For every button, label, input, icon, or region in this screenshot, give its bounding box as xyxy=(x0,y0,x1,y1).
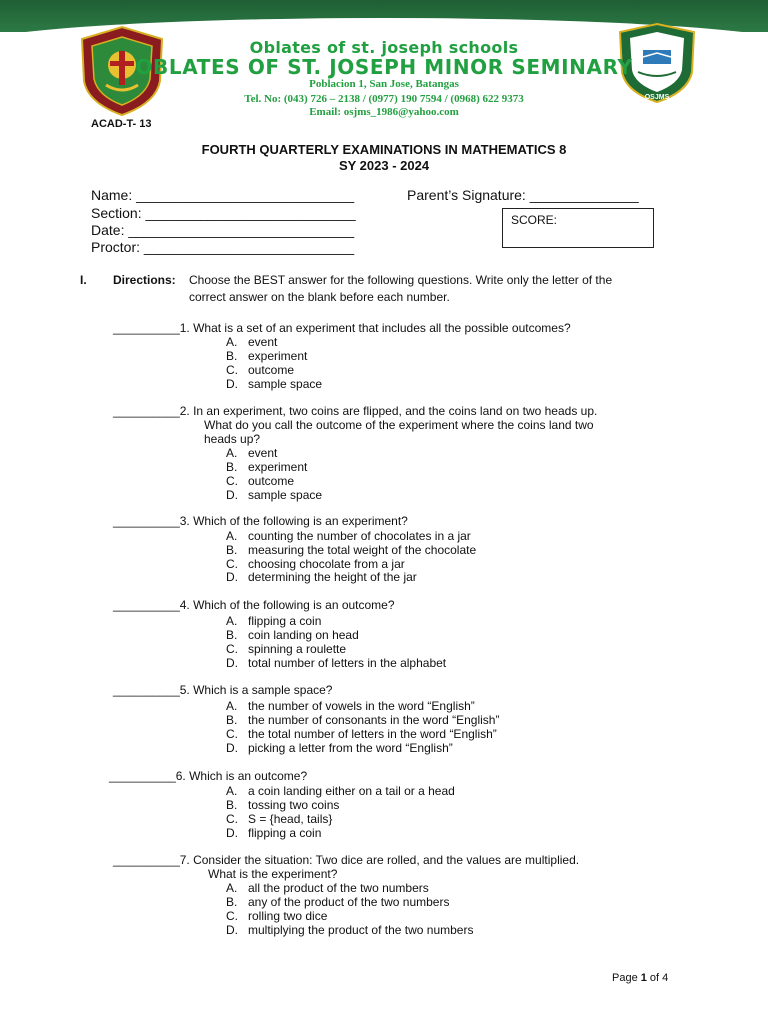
name-field[interactable]: Name: ____________________________ xyxy=(91,187,355,203)
school-name-main: OBLATES OF ST. JOSEPH MINOR SEMINARY xyxy=(135,55,633,79)
question-7-text: __________7. Consider the situation: Two dice are rolled, and the values are multiplied. xyxy=(113,853,580,867)
school-year: SY 2023 - 2024 xyxy=(338,158,430,173)
question-5-option-a[interactable]: A. the number of vowels in the word “English” xyxy=(226,699,475,713)
question-6-option-c[interactable]: C. S = {head, tails} xyxy=(226,812,333,826)
question-4-option-a[interactable]: A. flipping a coin xyxy=(226,614,322,628)
directions-line-1: Choose the BEST answer for the following questions. Write only the letter of the xyxy=(189,273,613,287)
parent-signature-field[interactable]: Parent’s Signature: ______________ xyxy=(407,187,639,203)
question-3-text: __________3. Which of the following is an experiment? xyxy=(113,514,408,528)
question-5-option-c[interactable]: C. the total number of letters in the word “English” xyxy=(226,727,497,741)
school-address: Poblacion 1, San Jose, Batangas xyxy=(309,78,459,90)
page-number: 1 xyxy=(640,972,647,984)
question-2-text-line-3: heads up? xyxy=(204,432,261,446)
score-label: SCORE: xyxy=(511,213,558,227)
question-3-option-c[interactable]: C. choosing chocolate from a jar xyxy=(226,557,405,571)
question-7-option-c[interactable]: C. rolling two dice xyxy=(226,909,328,923)
question-3-option-a[interactable]: A. counting the number of chocolates in a jar xyxy=(226,529,471,543)
directions-line-2: correct answer on the blank before each number. xyxy=(189,290,450,304)
page-footer: Page 1 of 4 xyxy=(612,972,669,984)
question-2-text-line-2: What do you call the outcome of the experiment where the coins land two xyxy=(204,418,594,432)
part-number: I. xyxy=(80,273,87,287)
question-4-option-c[interactable]: C. spinning a roulette xyxy=(226,642,347,656)
question-3-option-b[interactable]: B. measuring the total weight of the chocolate xyxy=(226,543,477,557)
question-5-option-d[interactable]: D. picking a letter from the word “English” xyxy=(226,741,453,755)
question-4-option-b[interactable]: B. coin landing on head xyxy=(226,628,359,642)
question-2-text: __________2. In an experiment, two coins are flipped, and the coins land on two heads up. xyxy=(113,404,598,418)
question-7-option-a[interactable]: A. all the product of the two numbers xyxy=(226,881,429,895)
question-2-option-c[interactable]: C. outcome xyxy=(226,474,295,488)
question-2-option-a[interactable]: A. event xyxy=(226,446,278,460)
question-6-option-b[interactable]: B. tossing two coins xyxy=(226,798,340,812)
question-4-option-d[interactable]: D. total number of letters in the alphabet xyxy=(226,656,447,670)
school-name-small: Oblates of st. joseph schools xyxy=(249,38,519,57)
score-box[interactable] xyxy=(502,208,654,248)
section-field[interactable]: Section: ___________________________ xyxy=(91,205,356,221)
question-1-text: __________1. What is a set of an experiment that includes all the possible outcomes? xyxy=(113,321,571,335)
question-6-option-a[interactable]: A. a coin landing either on a tail or a head xyxy=(226,784,455,798)
exam-title: FOURTH QUARTERLY EXAMINATIONS IN MATHEMATICS 8 xyxy=(201,142,567,157)
date-field[interactable]: Date: _____________________________ xyxy=(91,222,355,238)
question-4-text: __________4. Which of the following is an outcome? xyxy=(113,598,395,612)
school-telephone: Tel. No: (043) 726 – 2138 / (0977) 190 7594 / (0968) 622 9373 xyxy=(244,93,524,105)
document-code: ACAD-T- 13 xyxy=(91,118,152,130)
question-6-option-d[interactable]: D. flipping a coin xyxy=(226,826,322,840)
directions-label: Directions: xyxy=(113,273,176,287)
question-1-option-c[interactable]: C. outcome xyxy=(226,363,295,377)
question-5-option-b[interactable]: B. the number of consonants in the word “English” xyxy=(226,713,500,727)
question-5-text: __________5. Which is a sample space? xyxy=(113,683,333,697)
question-7-option-d[interactable]: D. multiplying the product of the two numbers xyxy=(226,923,474,937)
question-1-option-d[interactable]: D. sample space xyxy=(226,377,323,391)
question-1-option-a[interactable]: A. event xyxy=(226,335,278,349)
question-2-option-d[interactable]: D. sample space xyxy=(226,488,323,502)
question-2-option-b[interactable]: B. experiment xyxy=(226,460,308,474)
question-7-option-b[interactable]: B. any of the product of the two numbers xyxy=(226,895,450,909)
question-7-text-line-2: What is the experiment? xyxy=(208,867,338,881)
right-logo-text: OSJMS xyxy=(644,94,670,101)
proctor-field[interactable]: Proctor: ___________________________ xyxy=(91,239,355,255)
question-6-text: __________6. Which is an outcome? xyxy=(109,769,308,783)
question-3-option-d[interactable]: D. determining the height of the jar xyxy=(226,570,417,584)
school-email: Email: osjms_1986@yahoo.com xyxy=(309,106,459,118)
page-total: 4 xyxy=(662,972,669,984)
question-1-option-b[interactable]: B. experiment xyxy=(226,349,308,363)
